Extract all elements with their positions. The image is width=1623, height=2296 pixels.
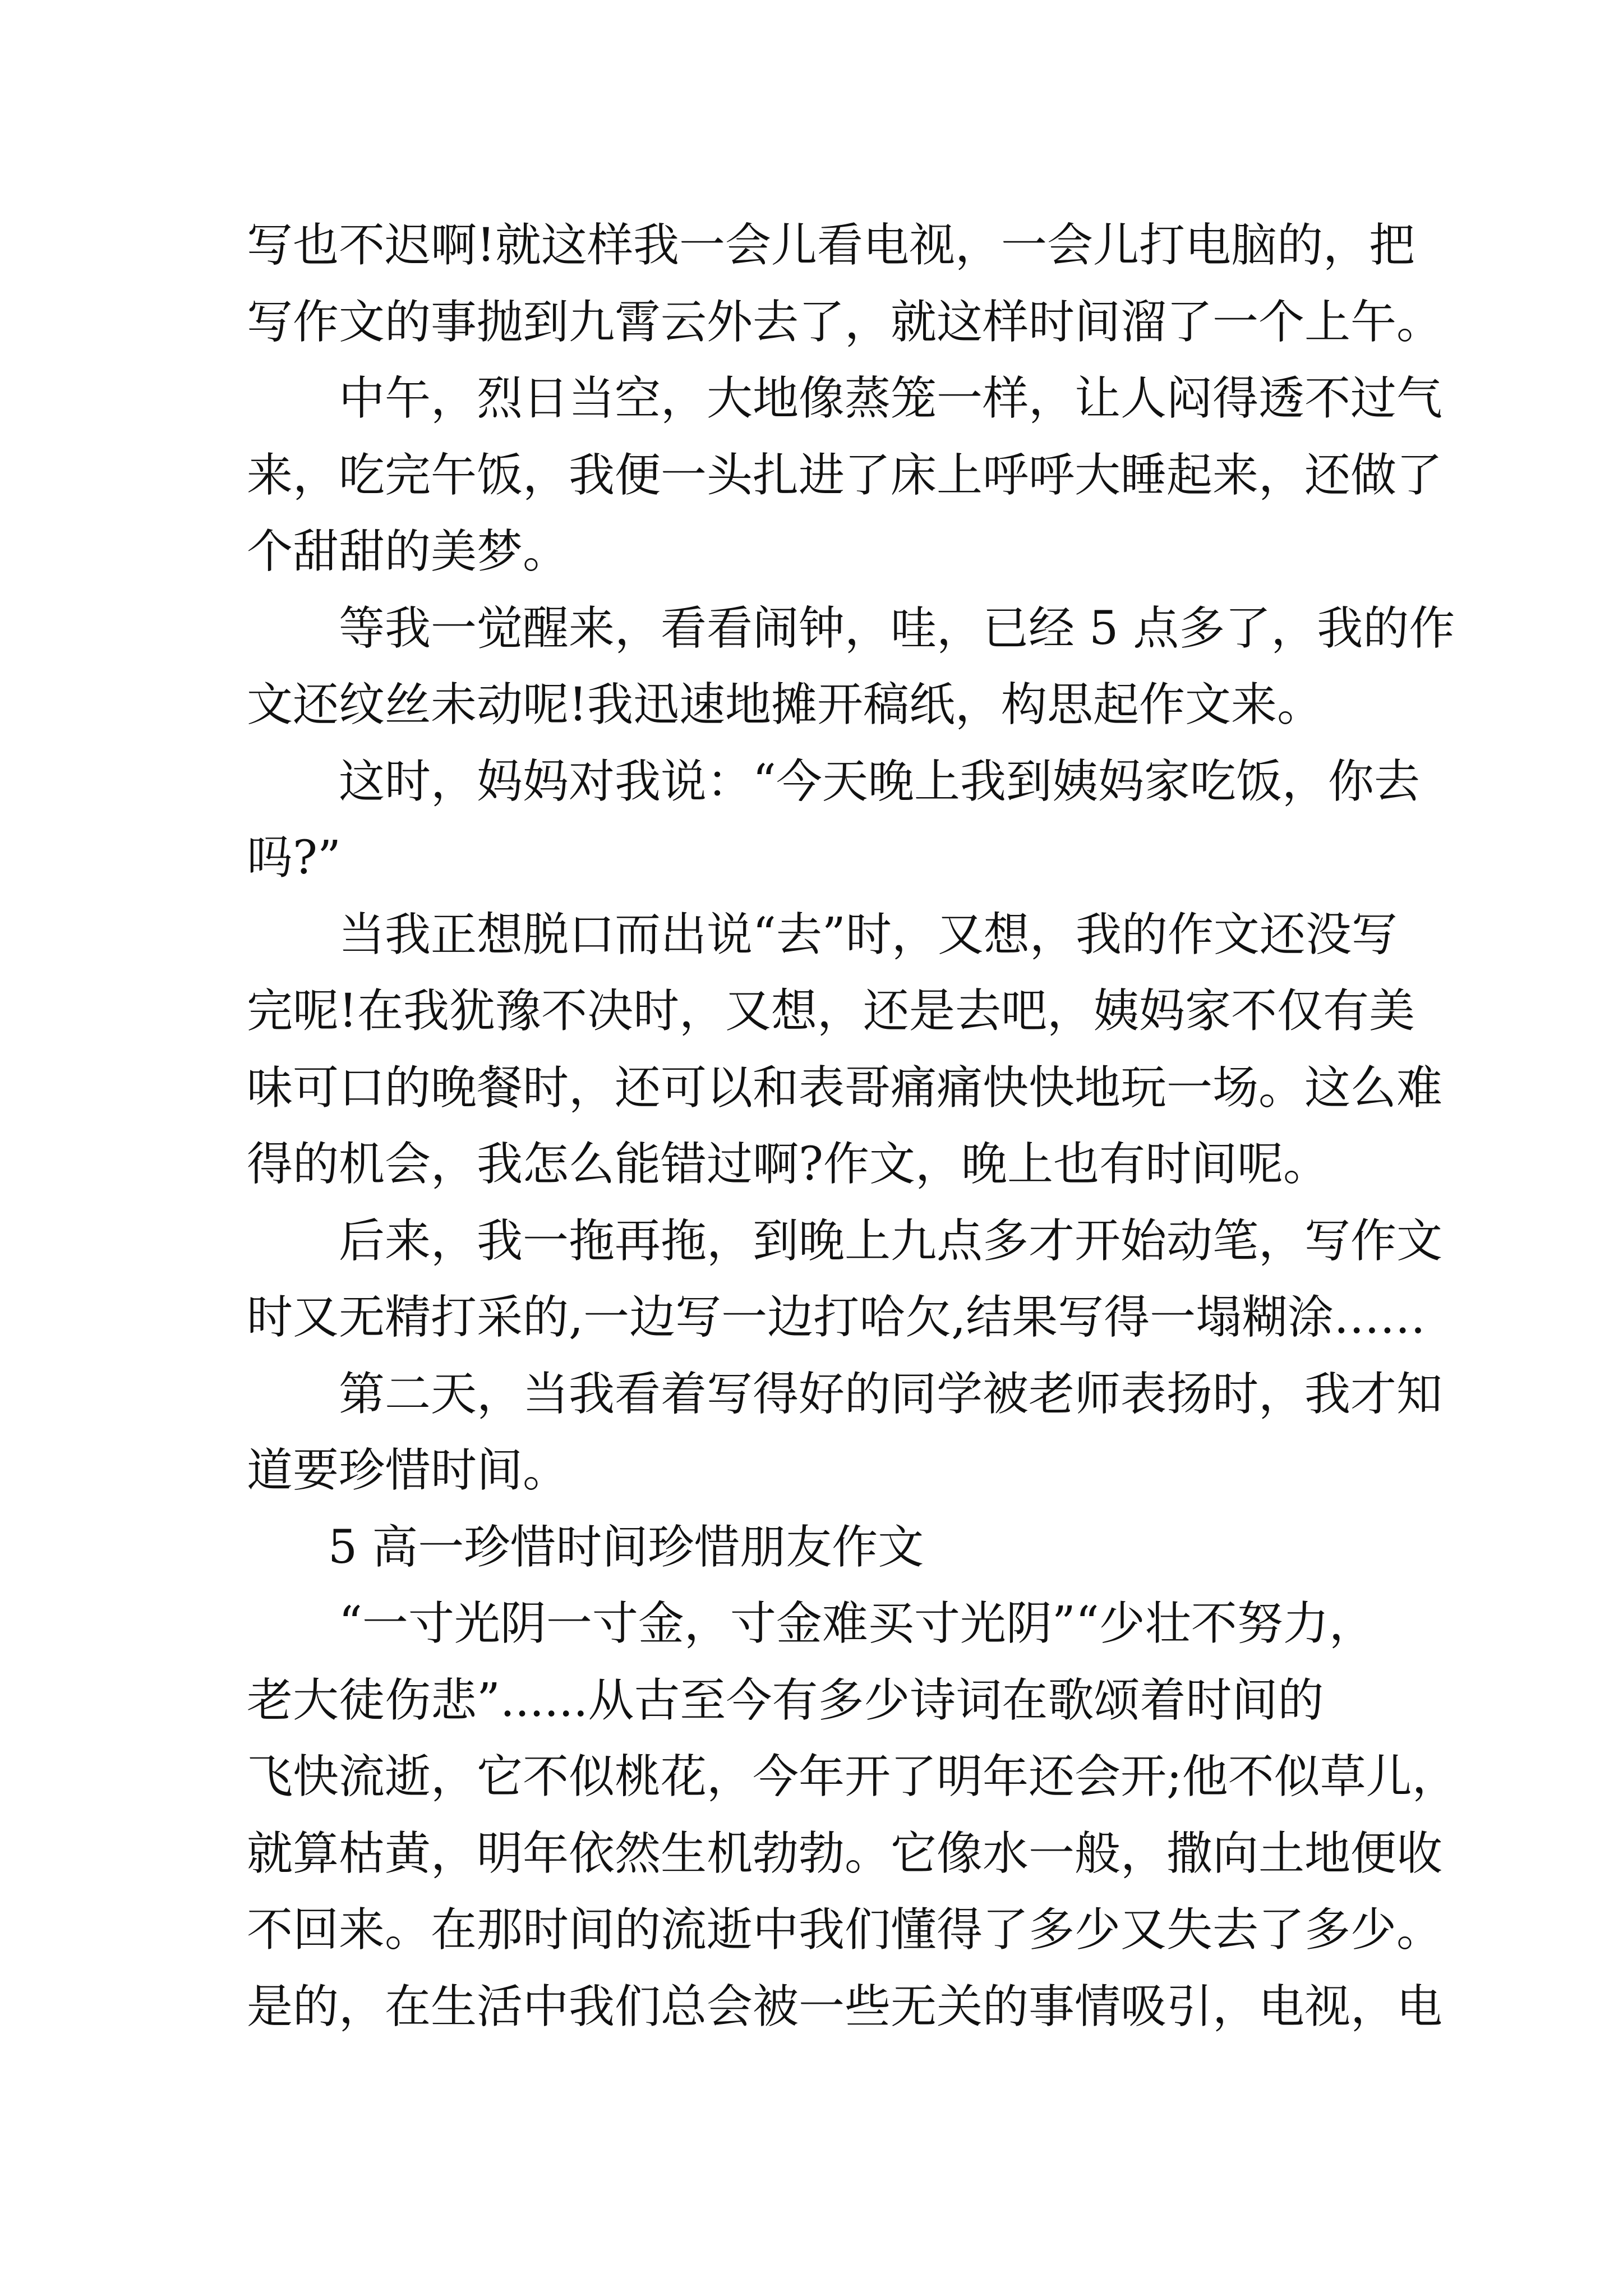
section-heading: 5 高一珍惜时间珍惜朋友作文 <box>328 1520 924 1574</box>
text-line: 老大徒伤悲”......从古至今有多少诗词在歌颂着时间的 <box>247 1673 1324 1727</box>
paragraph-start-line: 后来，我一拖再拖，到晚上九点多才开始动笔，写作文 <box>339 1214 1443 1268</box>
text-line: 完呢!在我犹豫不决时，又想，还是去吧，姨妈家不仅有美 <box>247 984 1415 1038</box>
text-line: 道要珍惜时间。 <box>247 1444 569 1497</box>
text-line: 来，吃完午饭，我便一头扎进了床上呼呼大睡起来，还做了 <box>247 448 1443 502</box>
text-line: 不回来。在那时间的流逝中我们懂得了多少又失去了多少。 <box>247 1903 1443 1957</box>
paragraph-start-line: 这时，妈妈对我说：“今天晚上我到姨妈家吃饭，你去 <box>339 754 1420 808</box>
text-line: 得的机会，我怎么能错过啊?作文，晚上也有时间呢。 <box>247 1138 1329 1191</box>
text-line: 就算枯黄，明年依然生机勃勃。它像水一般，撒向土地便收 <box>247 1826 1443 1880</box>
paragraph-start-line: 当我正想脱口而出说“去”时，又想，我的作文还没写 <box>339 908 1398 961</box>
paragraph-start-line: 中午，烈日当空，大地像蒸笼一样，让人闷得透不过气 <box>339 372 1443 425</box>
text-line: 写作文的事抛到九霄云外去了，就这样时间溜了一个上午。 <box>247 295 1443 349</box>
text-line: 是的，在生活中我们总会被一些无关的事情吸引，电视，电 <box>247 1980 1443 2033</box>
paragraph-start-line: 等我一觉醒来，看看闹钟，哇，已经 5 点多了，我的作 <box>339 601 1455 655</box>
text-line: 味可口的晚餐时，还可以和表哥痛痛快快地玩一场。这么难 <box>247 1061 1443 1115</box>
paragraph-start-line: 第二天，当我看着写得好的同学被老师表扬时，我才知 <box>339 1367 1443 1421</box>
text-line: 写也不迟啊!就这样我一会儿看电视，一会儿打电脑的，把 <box>247 219 1415 272</box>
text-line: 飞快流逝，它不似桃花，今年开了明年还会开;他不似草儿， <box>247 1750 1458 1803</box>
text-line: 文还纹丝未动呢!我迅速地摊开稿纸，构思起作文来。 <box>247 678 1323 731</box>
paragraph-start-line: “一寸光阴一寸金，寸金难买寸光阴”“少壮不努力， <box>339 1597 1375 1650</box>
text-line: 时又无精打采的,一边写一边打哈欠,结果写得一塌糊涂…… <box>247 1291 1426 1344</box>
text-line: 吗?” <box>247 831 341 885</box>
essay-text <box>247 208 1458 2045</box>
text-line: 个甜甜的美梦。 <box>247 525 569 578</box>
